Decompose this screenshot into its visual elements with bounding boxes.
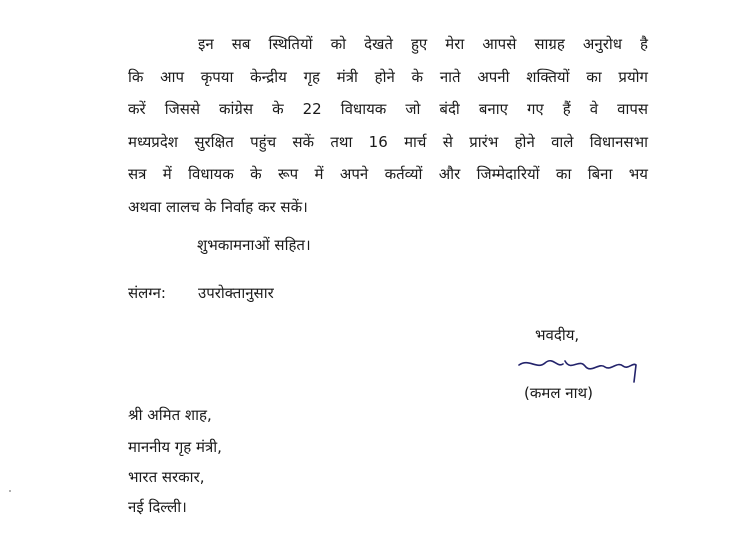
closing-line: शुभकामनाओं सहित। [197, 236, 311, 254]
body-line: कि आप कृपया केन्द्रीय गृह मंत्री होने के नाते अपनी शक्तियों का प्रयोग [128, 67, 648, 86]
body-line: अथवा लालच के निर्वाह कर सकें। [128, 197, 308, 216]
enclosure-label: संलग्न: [128, 284, 166, 302]
handwritten-signature [515, 352, 641, 386]
enclosure-value: उपरोक्तानुसार [198, 284, 274, 302]
recipient-line: नई दिल्ली। [128, 498, 187, 516]
scan-speck [9, 490, 11, 492]
body-line: मध्यप्रदेश सुरक्षित पहुंच सकें तथा 16 मार्च से प्रारंभ होने वाले विधानसभा [128, 132, 648, 151]
recipient-line: माननीय गृह मंत्री, [128, 438, 222, 456]
body-line: सत्र में विधायक के रूप में अपने कर्तव्यों और जिम्मेदारियों का बिना भय [128, 165, 648, 184]
recipient-line: श्री अमित शाह, [128, 406, 212, 424]
body-line: इन सब स्थितियों को देखते हुए मेरा आपसे साग्रह अनुरोध है [198, 35, 648, 53]
recipient-line: भारत सरकार, [128, 468, 205, 486]
valediction: भवदीय, [535, 326, 580, 344]
body-line: करें जिससे कांग्रेस के 22 विधायक जो बंदी बनाए गए हैं वे वापस [128, 100, 648, 119]
letter-body-paragraph [128, 28, 648, 224]
sender-name: (कमल नाथ) [524, 384, 593, 402]
